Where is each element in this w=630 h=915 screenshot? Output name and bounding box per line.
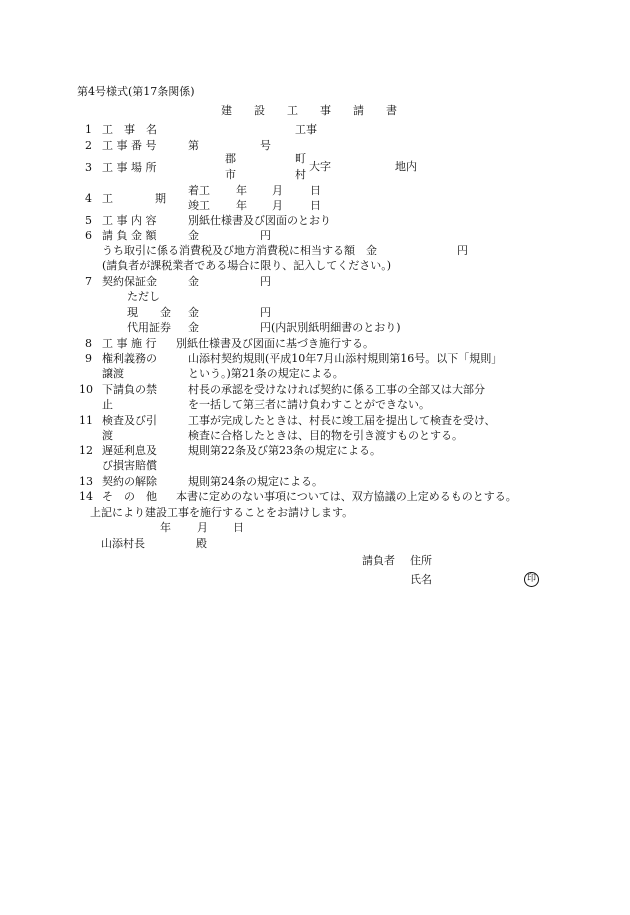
item-1-value: 工事 xyxy=(295,123,317,136)
item-12-number: 12 xyxy=(79,444,93,457)
item-3-label: 工 事 場 所 xyxy=(102,161,157,174)
item-3-chinai: 地内 xyxy=(395,160,417,173)
item-3-number: 3 xyxy=(85,161,92,174)
item-4-start-month: 月 xyxy=(272,184,283,197)
item-6-kin: 金 xyxy=(188,229,199,242)
item-11-label: 検査及び引 xyxy=(102,414,157,427)
item-2-suffix: 号 xyxy=(260,139,271,152)
seal-icon: 印 xyxy=(524,572,539,587)
item-4-start-day: 日 xyxy=(310,184,321,197)
closing-day: 日 xyxy=(233,521,244,534)
contractor-address-label: 住所 xyxy=(410,554,432,567)
item-8-label: 工 事 施 行 xyxy=(102,337,157,350)
item-7-tadashi: ただし xyxy=(127,290,160,303)
item-10-label2: 止 xyxy=(102,398,113,411)
item-14-value: 本書に定めのない事項については、双方協議の上定めるものとする。 xyxy=(176,490,517,503)
item-5-number: 5 xyxy=(85,214,92,227)
item-7-kin: 金 xyxy=(188,275,199,288)
item-7-number: 7 xyxy=(85,275,92,288)
item-4-start-label: 着工 xyxy=(188,184,210,197)
item-7-genkin: 現 金 xyxy=(127,306,171,319)
item-7-genkin-yen: 円 xyxy=(260,306,271,319)
item-8-number: 8 xyxy=(85,337,92,350)
item-6-number: 6 xyxy=(85,229,92,242)
item-6-label: 請 負 金 額 xyxy=(102,229,157,242)
addressee: 山添村長 xyxy=(101,537,145,550)
item-5-label: 工 事 内 容 xyxy=(102,214,157,227)
item-2-prefix: 第 xyxy=(188,139,199,152)
item-6-note: (請負者が課税業者である場合に限り、記入してください。) xyxy=(102,259,392,272)
item-5-value: 別紙仕様書及び図面のとおり xyxy=(188,214,331,227)
item-11-value2: 検査に合格したときは、目的物を引き渡すものとする。 xyxy=(188,429,463,442)
item-3-shi: 市 xyxy=(225,168,236,181)
contractor-label: 請負者 xyxy=(362,554,395,567)
item-10-number: 10 xyxy=(79,383,93,396)
item-6-tax-yen: 円 xyxy=(457,244,468,257)
item-12-label2: び損害賠償 xyxy=(102,459,157,472)
item-10-value: 村長の承認を受けなければ契約に係る工事の全部又は大部分 xyxy=(188,383,485,396)
item-7-yen: 円 xyxy=(260,275,271,288)
item-6-yen: 円 xyxy=(260,229,271,242)
item-9-value: 山添村契約規則(平成10年7月山添村規則第16号。以下「規則」 xyxy=(188,352,503,365)
item-1-number: 1 xyxy=(85,123,92,136)
item-12-value: 規則第22条及び第23条の規定による。 xyxy=(188,444,381,457)
document-title: 建 設 工 事 請 書 xyxy=(221,104,397,117)
item-14-number: 14 xyxy=(79,490,93,503)
item-3-oaza: 大字 xyxy=(309,160,331,173)
item-7-daiyo: 代用証券 xyxy=(127,321,171,334)
item-13-label: 契約の解除 xyxy=(102,475,157,488)
addressee-dono: 殿 xyxy=(196,537,207,550)
closing-statement: 上記により建設工事を施行することをお請けします。 xyxy=(90,506,354,519)
item-11-label2: 渡 xyxy=(102,429,113,442)
closing-month: 月 xyxy=(197,521,208,534)
item-2-number: 2 xyxy=(85,139,92,152)
item-3-gun: 郡 xyxy=(225,152,236,165)
item-8-value: 別紙仕様書及び図面に基づき施行する。 xyxy=(176,337,374,350)
item-7-genkin-kin: 金 xyxy=(188,306,199,319)
item-2-label: 工 事 番 号 xyxy=(102,139,157,152)
item-9-label: 権利義務の xyxy=(102,352,157,365)
item-11-value: 工事が完成したときは、村長に竣工届を提出して検査を受け、 xyxy=(188,414,496,427)
item-4-number: 4 xyxy=(85,192,92,205)
item-6-tax-line: うち取引に係る消費税及び地方消費税に相当する額 金 xyxy=(102,244,377,257)
item-4-start-year: 年 xyxy=(236,184,247,197)
form-label: 第4号様式(第17条関係) xyxy=(77,85,195,98)
item-7-label: 契約保証金 xyxy=(102,275,157,288)
item-12-label: 遅延利息及 xyxy=(102,444,157,457)
item-11-number: 11 xyxy=(79,414,93,427)
item-7-daiyo-yen: 円(内訳別紙明細書のとおり) xyxy=(260,321,401,334)
item-4-label-right: 期 xyxy=(155,192,166,205)
item-4-end-year: 年 xyxy=(236,199,247,212)
item-3-machi: 町 xyxy=(295,152,306,165)
item-9-label2: 譲渡 xyxy=(102,367,124,380)
item-4-label-left: 工 xyxy=(102,192,113,205)
item-4-end-day: 日 xyxy=(310,199,321,212)
item-4-end-month: 月 xyxy=(272,199,283,212)
item-9-number: 9 xyxy=(85,352,92,365)
closing-year: 年 xyxy=(160,521,171,534)
item-4-end-label: 竣工 xyxy=(188,199,210,212)
item-10-value2: を一括して第三者に請け負わすことができない。 xyxy=(188,398,430,411)
item-14-label: そ の 他 xyxy=(102,490,157,503)
item-13-number: 13 xyxy=(79,475,93,488)
item-13-value: 規則第24条の規定による。 xyxy=(188,475,323,488)
item-7-daiyo-kin: 金 xyxy=(188,321,199,334)
item-9-value2: という。)第21条の規定による。 xyxy=(188,367,344,380)
item-10-label: 下請負の禁 xyxy=(102,383,157,396)
item-3-mura: 村 xyxy=(295,168,306,181)
contractor-name-label: 氏名 xyxy=(410,573,432,586)
item-1-label: 工 事 名 xyxy=(102,123,157,136)
